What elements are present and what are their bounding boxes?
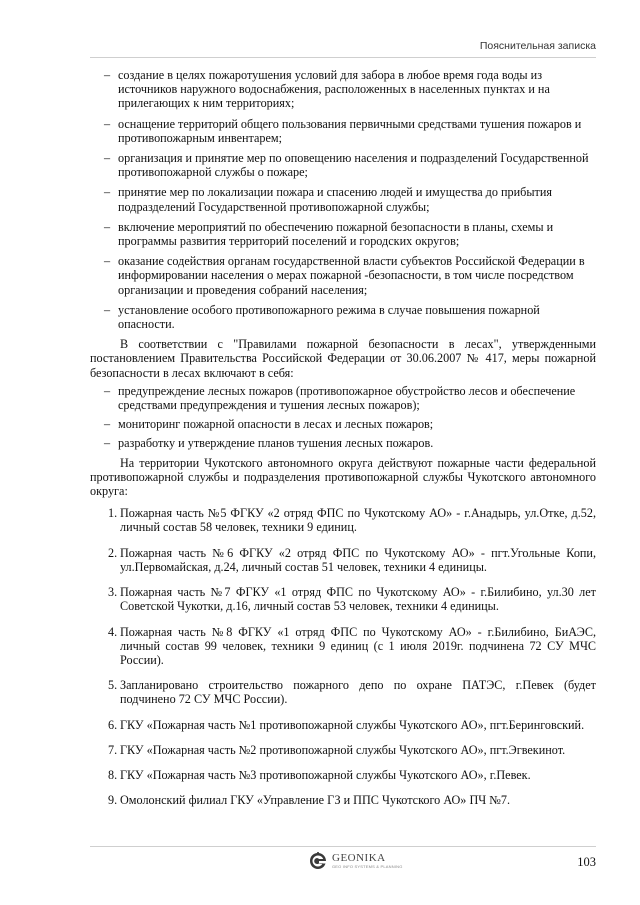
item-text: Омолонский филиал ГКУ «Управление ГЗ и ППС Чукотского АО» ПЧ №7. <box>120 793 510 808</box>
header-divider <box>90 57 596 58</box>
numbered-item <box>90 506 596 534</box>
item-number: 6. <box>108 717 118 732</box>
logo-tagline: GEO INFO SYSTEMS & PLANNING <box>332 864 403 869</box>
dash-bullet: – <box>104 219 111 234</box>
numbered-item <box>90 768 596 782</box>
list-item <box>90 185 596 213</box>
dash-bullet: – <box>104 254 111 269</box>
item-number: 7. <box>108 742 118 757</box>
item-text: Запланировано строительство пожарного депо по охране ПАТЭС, г.Певек (будет подчинено 72 СУ МЧС России). <box>120 678 596 707</box>
list-item <box>90 303 596 331</box>
numbered-item <box>90 625 596 668</box>
list-item-text: мониторинг пожарной опасности в лесах и лесных пожаров; <box>118 417 434 432</box>
dash-bullet: – <box>104 302 111 317</box>
item-text: Пожарная часть №5 ФГКУ «2 отряд ФПС по Чукотскому АО» - г.Анадырь, ул.Отке, д.52, личный состав 58 человек, техники 9 единиц. <box>120 506 596 535</box>
dash-bullet: – <box>104 436 111 451</box>
item-number: 8. <box>108 767 118 782</box>
list-item <box>90 436 596 450</box>
footer-logo <box>308 851 403 871</box>
list-item <box>90 254 596 297</box>
page-header-title: Пояснительная записка <box>479 40 596 52</box>
list-item-text: принятие мер по локализации пожара и спасению людей и имущества до прибытия подразделений Государственной противопожарной службы; <box>118 185 552 214</box>
numbered-item <box>90 793 596 807</box>
logo-name: GEONIKA <box>332 852 386 864</box>
logo-text-block <box>332 853 403 869</box>
numbered-item <box>90 743 596 757</box>
list-item-text: установление особого противопожарного режима в случае повышения пожарной опасности. <box>118 302 540 332</box>
dash-bullet: – <box>104 185 111 200</box>
item-number: 1. <box>108 506 118 521</box>
list-item <box>90 68 596 111</box>
item-number: 4. <box>108 624 118 639</box>
forest-measures-list <box>90 384 596 451</box>
dash-bullet: – <box>104 68 111 82</box>
paragraph-fire-units: На территории Чукотского автономного округа действуют пожарные части федеральной противопожарной службы и подразделения противопожарной службы Чукотского автономного округа: <box>90 455 596 499</box>
dash-bullet: – <box>104 116 111 131</box>
numbered-item <box>90 718 596 732</box>
item-text: Пожарная часть №6 ФГКУ «2 отряд ФПС по Чукотскому АО» - пгт.Угольные Копи, ул.Первомайская, д.24, личный состав 51 человек, техники 4 единицы. <box>120 545 596 574</box>
list-item <box>90 151 596 179</box>
item-number: 3. <box>108 585 118 600</box>
list-item <box>90 117 596 145</box>
item-text: Пожарная часть №8 ФГКУ «1 отряд ФПС по Чукотскому АО» - г.Билибино, БиАЭС, личный состав 99 человек, техники 9 единиц (с 1 июля 2019г. подчинена 72 СУ МЧС России). <box>120 624 596 667</box>
geonika-logo-icon <box>308 851 328 871</box>
dash-bullet: – <box>104 383 111 398</box>
item-text: ГКУ «Пожарная часть №3 противопожарной службы Чукотского АО», г.Певек. <box>120 767 531 782</box>
page-number: 103 <box>577 855 596 869</box>
item-text: ГКУ «Пожарная часть №2 противопожарной службы Чукотского АО», пгт.Эгвекинот. <box>120 742 566 757</box>
document-body <box>90 68 596 818</box>
item-number: 2. <box>108 545 118 560</box>
dash-bullet: – <box>104 417 111 432</box>
list-item-text: предупреждение лесных пожаров (противопожарное обустройство лесов и обеспечение средствами предупреждения и тушения лесных пожаров); <box>118 383 576 413</box>
item-text: ГКУ «Пожарная часть №1 противопожарной службы Чукотского АО», пгт.Беринговский. <box>120 717 585 732</box>
numbered-item <box>90 585 596 613</box>
item-number: 5. <box>108 678 118 693</box>
list-item-text: оснащение территорий общего пользования первичными средствами тушения пожаров и противопожарным инвентарем; <box>118 116 582 145</box>
footer-divider <box>90 846 596 847</box>
paragraph-forest-rules: В соответствии с "Правилами пожарной безопасности в лесах", утвержденными постановлением Правительства Российской Федерации от 30.06.2007 № 417, меры пожарной безопасности в лесах включают в себя: <box>90 337 596 380</box>
list-item <box>90 417 596 431</box>
list-item-text: оказание содействия органам государственной власти субъектов Российской Федерации в информировании населения о мерах пожарной -безопасности, в том числе посредством организации и проведения собраний населения; <box>118 254 585 297</box>
dash-bullet: – <box>104 151 111 166</box>
list-item-text: включение мероприятий по обеспечению пожарной безопасности в планы, схемы и программы развития территорий поселений и городских округов; <box>118 219 554 249</box>
list-item-text: организация и принятие мер по оповещению населения и подразделений Государственной противопожарной службы о пожаре; <box>118 151 589 180</box>
fire-units-list <box>90 506 596 807</box>
list-item-text: разработку и утверждение планов тушения лесных пожаров. <box>118 436 434 451</box>
list-item-text: создание в целях пожаротушения условий для забора в любое время года воды из источников наружного водоснабжения, расположенных в населенных пунктах и на прилегающих к ним территориях; <box>118 68 550 111</box>
numbered-item <box>90 678 596 706</box>
item-text: Пожарная часть №7 ФГКУ «1 отряд ФПС по Чукотскому АО» - г.Билибино, ул.30 лет Советской Чукотки, д.16, личный состав 53 человек, техники 4 единицы. <box>120 585 596 614</box>
list-item <box>90 220 596 248</box>
numbered-item <box>90 546 596 574</box>
list-item <box>90 384 596 412</box>
item-number: 9. <box>108 793 118 808</box>
measures-list <box>90 68 596 331</box>
